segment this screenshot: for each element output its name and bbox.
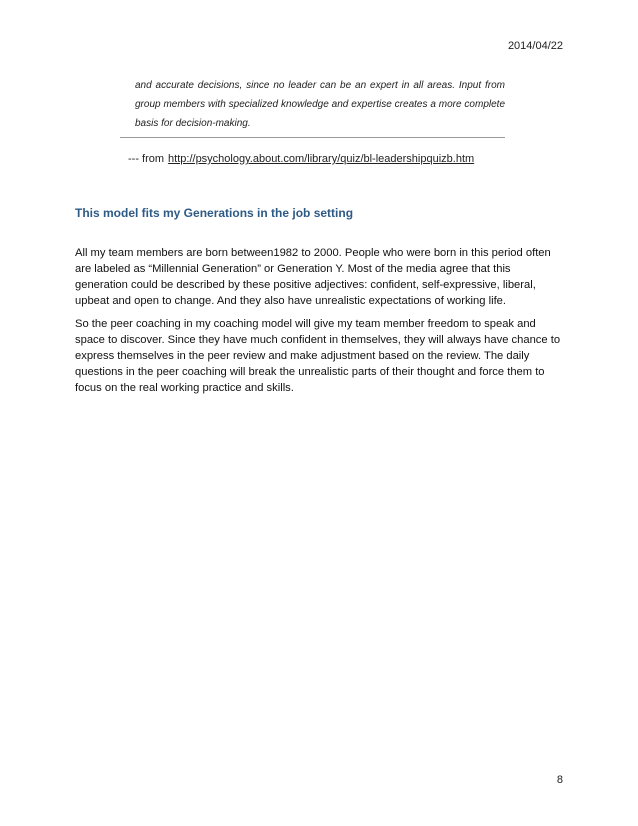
source-citation [128, 153, 474, 165]
source-prefix: --- from [128, 153, 165, 165]
body-text [75, 245, 565, 403]
section-heading: This model fits my Generations in the job setting [75, 206, 354, 220]
quote-text: and accurate decisions, since no leader can be an expert in all areas. Input from group members with specialized knowledge and expertise creates a more complete basis for decision-making. [135, 80, 505, 129]
body-paragraph: All my team members are born between1982 to 2000. People who were born in this period often are labeled as “Millennial Generation” or Generation Y. Most of the media agree that this generation could be described by these positive adjectives: confident, self-expressive, liberal, upbeat and open to change. And they also have unrealistic expectations of working life. [75, 247, 551, 307]
page-number: 8 [556, 774, 563, 786]
header-date: 2014/04/22 [507, 40, 563, 52]
quote-divider [120, 137, 505, 138]
body-paragraph: So the peer coaching in my coaching model will give my team member freedom to speak and space to discover. Since they have much confident in themselves, they will always have chance to express themselves in the peer review and make adjustment based on the review. The daily questions in the peer coaching will break the unrealistic parts of their thought and force them to focus on the real working practice and skills. [75, 318, 561, 394]
source-link[interactable]: http://psychology.about.com/library/quiz/bl-leadershipquizb.htm [168, 153, 475, 165]
quote-block [135, 76, 505, 133]
